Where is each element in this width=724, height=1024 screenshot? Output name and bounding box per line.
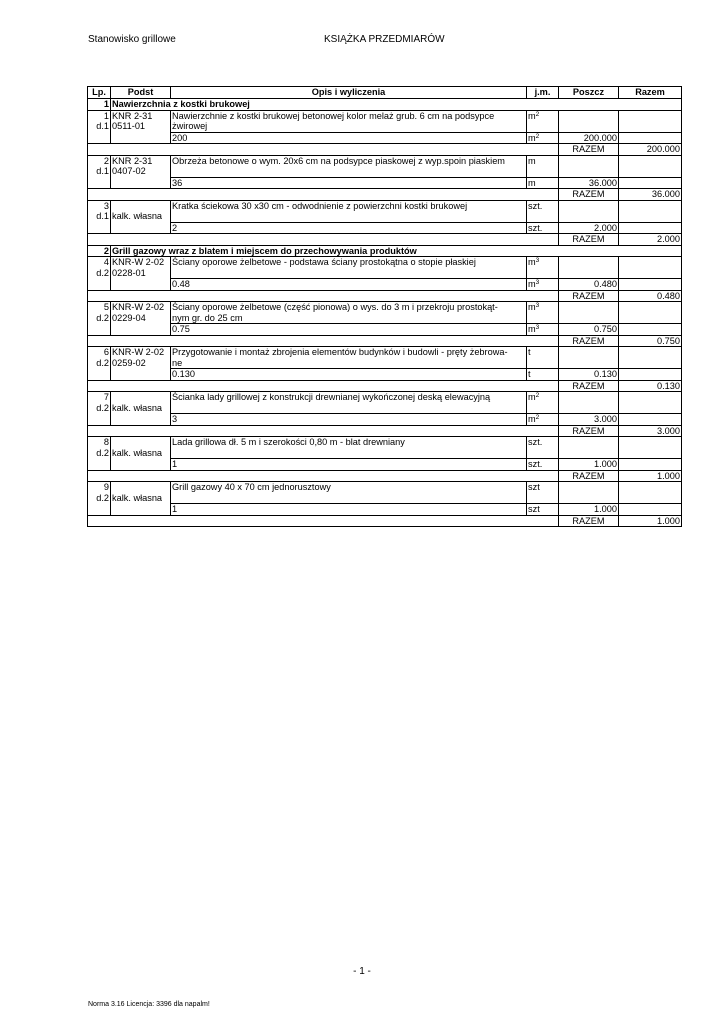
item-description-line1: Nawierzchnie z kostki brukowej betonowej kolor melaż grub. 6 cm na podsypce [172, 110, 495, 121]
item-unit-exponent: 3 [535, 302, 540, 309]
item-unit-exponent: 3 [535, 257, 540, 264]
table-row [88, 482, 682, 504]
item-basis-position: kalk. własna [112, 211, 163, 221]
item-calculation: 0.130 [171, 369, 527, 381]
item-department: d.2 [96, 267, 109, 278]
item-description [171, 110, 527, 132]
table-row-total [88, 144, 682, 156]
item-calc-razem-empty [619, 324, 682, 336]
item-description-line2: nym gr. do 25 cm [172, 312, 243, 323]
item-number: 4 [103, 257, 109, 267]
item-unit-text: szt. [528, 200, 543, 211]
item-razem-empty [619, 257, 682, 279]
item-calc-unit [527, 279, 559, 291]
item-calc-unit [527, 324, 559, 336]
item-description-line1: Lada grillowa dł. 5 m i szerokości 0,80 m - blat drewniany [172, 437, 405, 447]
item-poszcz-empty [559, 200, 619, 222]
item-description [171, 347, 527, 369]
item-basis-position: 0407-02 [112, 166, 146, 176]
item-calc-unit [527, 222, 559, 234]
table-row-total [88, 425, 682, 437]
item-unit-exponent: 2 [535, 392, 540, 399]
license-note: Norma 3.16 Licencja: 3396 dla napalm! [88, 1001, 210, 1008]
item-description-line1: Kratka ściekowa 30 x30 cm - odwodnienie z powierzchni kostki brukowej [172, 200, 468, 211]
table-row-total [88, 234, 682, 246]
item-number: 1 [103, 110, 109, 121]
item-lp [88, 110, 111, 144]
total-value: 36.000 [619, 189, 682, 201]
total-value: 200.000 [619, 144, 682, 156]
item-lp [88, 437, 111, 471]
item-basis-catalog: KNR 2-31 [112, 155, 153, 166]
table-row-total [88, 515, 682, 527]
item-basis [111, 302, 171, 336]
item-basis-position: 0228-01 [112, 267, 146, 278]
item-department: d.2 [96, 357, 109, 368]
bill-of-quantities-table [87, 86, 682, 527]
item-basis [111, 347, 171, 381]
item-poszcz-empty [559, 437, 619, 459]
item-poszcz-empty [559, 155, 619, 177]
item-description-line1: Ściany oporowe żelbetowe (część pionowa) o wys. do 3 m i przekroju prostokąt- [172, 302, 498, 312]
item-department: d.2 [96, 402, 109, 413]
item-basis [111, 392, 171, 426]
section-title: Grill gazowy wraz z blatem i miejscem do przechowywania produktów [111, 245, 682, 257]
item-basis-catalog [112, 482, 169, 493]
table-row-calculation [88, 504, 682, 516]
item-basis-catalog [112, 437, 169, 448]
total-label: RAZEM [559, 189, 619, 201]
item-description-line1: Przygotowanie i montaż zbrojenia elementów budynków i budowli - pręty żebrowa- [172, 347, 508, 357]
table-row-calculation [88, 177, 682, 189]
total-value: 0.750 [619, 335, 682, 347]
item-description [171, 437, 527, 459]
item-unit [527, 347, 559, 369]
item-calculation: 0.48 [171, 279, 527, 291]
item-unit-text: t [528, 347, 531, 357]
table-row-calculation [88, 414, 682, 426]
item-basis-position: 0259-02 [112, 357, 146, 368]
item-unit-text: m [528, 155, 536, 166]
item-calc-unit [527, 414, 559, 426]
total-value: 0.480 [619, 290, 682, 302]
total-label: RAZEM [559, 290, 619, 302]
item-partial-quantity: 200.000 [559, 132, 619, 144]
col-header-lp: Lp. [88, 87, 111, 99]
item-basis-position: 0229-04 [112, 312, 146, 323]
item-number: 8 [103, 437, 109, 447]
item-description [171, 482, 527, 504]
item-basis [111, 155, 171, 189]
table-row-total [88, 380, 682, 392]
table-row [88, 155, 682, 177]
item-description [171, 392, 527, 414]
item-basis-catalog: KNR 2-31 [112, 110, 153, 121]
item-calc-unit-exponent: 3 [535, 279, 540, 286]
header-document-title: KSIĄŻKA PRZEDMIARÓW [324, 34, 445, 45]
item-description [171, 302, 527, 324]
total-spacer [88, 425, 559, 437]
item-calc-razem-empty [619, 414, 682, 426]
table-row-total [88, 470, 682, 482]
item-razem-empty [619, 437, 682, 459]
item-basis-catalog [112, 201, 169, 212]
section-number: 1 [88, 99, 111, 111]
table-row-total [88, 290, 682, 302]
item-partial-quantity: 1.000 [559, 459, 619, 471]
item-calc-unit-exponent: 2 [535, 414, 540, 421]
item-number: 3 [103, 200, 109, 211]
item-razem-empty [619, 200, 682, 222]
page-number: - 1 - [353, 966, 371, 977]
item-calculation: 3 [171, 414, 527, 426]
total-value: 3.000 [619, 425, 682, 437]
item-unit [527, 155, 559, 177]
total-spacer [88, 470, 559, 482]
item-lp [88, 482, 111, 516]
item-department: d.2 [96, 312, 109, 323]
item-poszcz-empty [559, 392, 619, 414]
item-number: 2 [103, 155, 109, 166]
item-description-line1: Ściany oporowe żelbetowe - podstawa ściany prostokątna o stopie płaskiej [172, 257, 476, 267]
item-calc-unit-text: m [528, 324, 536, 334]
total-value: 0.130 [619, 380, 682, 392]
col-header-poszcz: Poszcz [559, 87, 619, 99]
item-calc-unit [527, 459, 559, 471]
total-label: RAZEM [559, 380, 619, 392]
item-calculation: 2 [171, 222, 527, 234]
item-unit [527, 200, 559, 222]
item-lp [88, 155, 111, 189]
item-razem-empty [619, 155, 682, 177]
table-row [88, 437, 682, 459]
item-calc-razem-empty [619, 504, 682, 516]
item-calc-unit-text: t [528, 369, 531, 379]
item-razem-empty [619, 392, 682, 414]
table-row [88, 302, 682, 324]
item-number: 6 [103, 347, 109, 357]
item-department: d.1 [96, 211, 109, 221]
col-header-podst: Podst [111, 87, 171, 99]
item-lp [88, 392, 111, 426]
item-lp [88, 257, 111, 291]
section-row [88, 245, 682, 257]
item-number: 7 [103, 392, 109, 402]
item-basis-catalog [112, 392, 169, 403]
item-department: d.2 [96, 492, 109, 503]
item-calc-unit-text: m [528, 279, 536, 289]
table-row-calculation [88, 222, 682, 234]
item-unit [527, 482, 559, 504]
item-calc-unit [527, 132, 559, 144]
total-label: RAZEM [559, 470, 619, 482]
item-calculation: 200 [171, 132, 527, 144]
table-header-row [88, 87, 682, 99]
table-row-total [88, 189, 682, 201]
item-calc-razem-empty [619, 369, 682, 381]
item-unit [527, 110, 559, 132]
item-department: d.1 [96, 166, 109, 176]
item-unit-text: m [528, 257, 536, 267]
item-basis-position: kalk. własna [112, 402, 163, 413]
item-calc-unit-text: m [528, 414, 536, 424]
item-description-line1: Ścianka lady grillowej z konstrukcji drewnianej wykończonej deską elewacyjną [172, 392, 491, 402]
item-calc-razem-empty [619, 459, 682, 471]
item-calc-razem-empty [619, 177, 682, 189]
table-row-calculation [88, 132, 682, 144]
table-row [88, 347, 682, 369]
total-spacer [88, 380, 559, 392]
total-spacer [88, 144, 559, 156]
total-spacer [88, 290, 559, 302]
item-poszcz-empty [559, 302, 619, 324]
item-poszcz-empty [559, 347, 619, 369]
section-number: 2 [88, 245, 111, 257]
item-calc-unit-exponent: 3 [535, 324, 540, 331]
item-calc-unit-text: szt. [528, 222, 543, 233]
item-basis-position: kalk. własna [112, 492, 163, 503]
item-unit-text: szt. [528, 437, 543, 447]
col-header-razem: Razem [619, 87, 682, 99]
table-row [88, 257, 682, 279]
table-row-calculation [88, 369, 682, 381]
item-calc-unit [527, 504, 559, 516]
total-value: 1.000 [619, 470, 682, 482]
item-basis-catalog: KNR-W 2-02 [112, 257, 165, 267]
item-poszcz-empty [559, 110, 619, 132]
item-razem-empty [619, 347, 682, 369]
table-row [88, 392, 682, 414]
item-basis [111, 257, 171, 291]
section-row [88, 99, 682, 111]
item-poszcz-empty [559, 482, 619, 504]
table-row [88, 200, 682, 222]
item-department: d.2 [96, 447, 109, 458]
item-description-line2: żwirowej [172, 121, 208, 131]
item-description-line1: Grill gazowy 40 x 70 cm jednorusztowy [172, 482, 331, 492]
section-title: Nawierzchnia z kostki brukowej [111, 99, 682, 111]
item-basis [111, 437, 171, 471]
item-basis-catalog: KNR-W 2-02 [112, 347, 165, 357]
table-row-total [88, 335, 682, 347]
item-partial-quantity: 36.000 [559, 177, 619, 189]
item-partial-quantity: 0.750 [559, 324, 619, 336]
item-calculation: 1 [171, 504, 527, 516]
item-department: d.1 [96, 121, 109, 131]
total-label: RAZEM [559, 234, 619, 246]
item-unit-text: szt [528, 482, 540, 492]
table-row [88, 110, 682, 132]
total-spacer [88, 189, 559, 201]
item-unit-text: m [528, 110, 536, 121]
table-row-calculation [88, 324, 682, 336]
item-calc-unit-text: m [528, 132, 536, 143]
item-calculation: 36 [171, 177, 527, 189]
item-lp [88, 347, 111, 381]
item-partial-quantity: 3.000 [559, 414, 619, 426]
item-description-line2: ne [172, 357, 183, 368]
total-spacer [88, 234, 559, 246]
item-lp [88, 200, 111, 234]
total-value: 2.000 [619, 234, 682, 246]
item-unit [527, 302, 559, 324]
col-header-jm: j.m. [527, 87, 559, 99]
item-unit-exponent: 2 [535, 110, 540, 118]
total-value: 1.000 [619, 515, 682, 527]
item-unit-text: m [528, 302, 536, 312]
item-basis-catalog: KNR-W 2-02 [112, 302, 165, 312]
item-number: 9 [103, 482, 109, 492]
item-razem-empty [619, 482, 682, 504]
item-unit [527, 437, 559, 459]
total-label: RAZEM [559, 515, 619, 527]
item-calc-unit [527, 369, 559, 381]
total-label: RAZEM [559, 425, 619, 437]
item-calc-razem-empty [619, 279, 682, 291]
table-row-calculation [88, 459, 682, 471]
item-basis [111, 200, 171, 234]
item-calc-unit-exponent: 2 [535, 132, 540, 140]
item-partial-quantity: 2.000 [559, 222, 619, 234]
item-calculation: 0.75 [171, 324, 527, 336]
item-calc-unit-text: m [528, 177, 536, 188]
item-calc-unit-text: szt [528, 504, 540, 514]
item-description [171, 257, 527, 279]
item-calc-razem-empty [619, 132, 682, 144]
item-poszcz-empty [559, 257, 619, 279]
item-basis [111, 110, 171, 144]
item-unit [527, 257, 559, 279]
item-description [171, 155, 527, 177]
total-spacer [88, 335, 559, 347]
item-calc-razem-empty [619, 222, 682, 234]
item-calc-unit [527, 177, 559, 189]
item-description-line1: Obrzeża betonowe o wym. 20x6 cm na podsypce piaskowej z wyp.spoin piaskiem [172, 155, 505, 166]
item-calculation: 1 [171, 459, 527, 471]
header-project-name: Stanowisko grillowe [88, 34, 176, 45]
item-razem-empty [619, 302, 682, 324]
item-basis [111, 482, 171, 516]
item-number: 5 [103, 302, 109, 312]
item-unit [527, 392, 559, 414]
total-label: RAZEM [559, 144, 619, 156]
item-razem-empty [619, 110, 682, 132]
item-calc-unit-text: szt. [528, 459, 543, 469]
item-description [171, 200, 527, 222]
item-partial-quantity: 0.130 [559, 369, 619, 381]
item-partial-quantity: 1.000 [559, 504, 619, 516]
item-unit-text: m [528, 392, 536, 402]
table-row-calculation [88, 279, 682, 291]
col-header-opis: Opis i wyliczenia [171, 87, 527, 99]
item-basis-position: 0511-01 [112, 121, 146, 131]
total-label: RAZEM [559, 335, 619, 347]
total-spacer [88, 515, 559, 527]
item-partial-quantity: 0.480 [559, 279, 619, 291]
item-lp [88, 302, 111, 336]
item-basis-position: kalk. własna [112, 447, 163, 458]
